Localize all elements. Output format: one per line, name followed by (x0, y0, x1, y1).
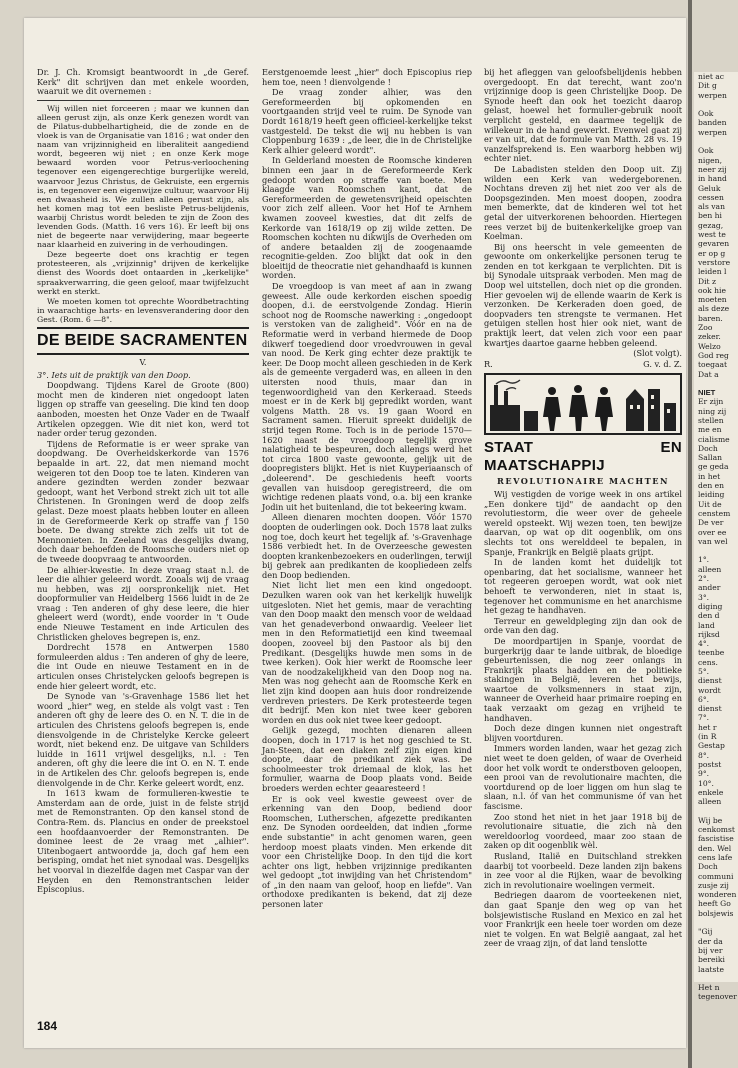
body-paragraph: Dordrecht 1578 en Antwerpen 1580 formuleerden aldus : Ten anderen of ghy de leere, die int Oude en nieuwe Testament en in de articulen onses Christelycken geloofs begrepen is ende hier geleert wordt, etc. (37, 642, 249, 691)
adjacent-text-fragment: 2°. (698, 574, 710, 584)
body-paragraph: Bedriegen daarom de voorteekenen niet, dan gaat Spanje den weg op van het bolsjewistische Rusland en Mexico en zal het voor Frankrijk een heele toer worden om deze niet te volgen. En wat België aangaat, zal het zeer de vraag zijn, of dat land tenslotte (484, 890, 682, 949)
adjacent-text-fragment: Sallan (698, 453, 723, 463)
section-title: 3°. Iets uit de praktijk van den Doop. (37, 369, 191, 380)
signature-line (484, 360, 682, 370)
adjacent-text-fragment: ning zij (698, 406, 727, 416)
adjacent-text-fragment: 4°. (698, 639, 710, 649)
body-paragraph: De vraag zonder alhier, was den Gereformeerden bij opkomenden en voortgaanden strijd veel te ruim. De Synode van Dordt 1618/19 heeft geen officieel-kerkelijke tekst vastgesteld. De tekst die wij nu hebben is van Cloppenburg 1639 : „de leer, die in de Christelijke Kerk alhier geleerd wordt". (262, 87, 472, 155)
body-paragraph: Immers worden landen, waar het gezag zich niet weet te doen gelden, of waar de Overheid door het volk wordt te onderstboven geloopen, een prooi van de revolutionaire machten, die voortdurend op de loer liggen om hun slag te slaan, n.l. óf van het communisme óf van het fascisme. (484, 743, 682, 811)
adjacent-text-fragment: zeker. (698, 332, 721, 342)
adjacent-text-fragment: censtem (698, 508, 731, 518)
body-paragraph: Alleen dienaren mochten doopen. Vóór 1570 doopten de ouderlingen ook. Doch 1578 laat zulks nog toe, doch keurt het tegelijk af. 's-Gravenhage 1586 verbiedt het. In de Overzeesche gewesten doopten krankenbezoekers en ouderlingen, terwijl bij gebrek aan predikanten de koopliedeen zelfs den Doop bedienden. (262, 512, 472, 580)
quote-paragraph: Wij willen niet forceeren ; maar we kunnen dan alleen gerust zijn, als onze Kerk genezen wordt van de Pilatus-dubbelhartigheid, die de zonde en de vloek is van de Organisatie van 1816 ; wat onder den naam van vrijzinnigheid en liberaliteit aangediend wordt, begeeren wij niet ; en onze Kerk moge bewaard worden voor Petrus-verloochening tegenover een eigengerechtige burgerlijke wereld, waarvoor Jezus Christus, de Gekruiste, een ergernis is, en tegenover een eigenwijze cultuur, waarvoor Hij een dwaasheid is. We zullen alleen gerust zijn, als het komen mag tot een besliste Petrus-belijdenis, waarbij Christus wordt beleden te zijn de Zoon des levenden Gods. (Matth. 16 vers 16). Er leeft bij ons niet de begeerte naar verwijdering, maar begeerte naar klaarheid en zuivering in de verhoudingen. (37, 103, 249, 250)
adjacent-text-fragment: zusje zij (698, 880, 729, 890)
adjacent-text-fragment: Doch (698, 443, 718, 453)
adjacent-text-fragment: gevaren (698, 239, 730, 249)
adjacent-text-fragment: postst (698, 759, 722, 769)
adjacent-text-fragment: 3°. (698, 592, 710, 602)
adjacent-text-fragment: den en (698, 481, 725, 491)
adjacent-text-fragment: land (698, 620, 715, 630)
adjacent-text-fragment (698, 379, 738, 388)
adjacent-text-fragment: Dit z (698, 276, 716, 286)
column-2 (262, 68, 472, 911)
adjacent-text-fragment: ander (698, 583, 721, 593)
signature-right: G. v. d. Z. (643, 358, 682, 369)
divider (37, 353, 249, 355)
adjacent-text-fragment: cenkomst (698, 825, 735, 835)
adjacent-text-fragment: over ee (698, 527, 727, 537)
adjacent-page-edge (694, 72, 738, 1002)
adjacent-text-fragment: van wel (698, 536, 728, 546)
adjacent-text-fragment: 6°. (698, 694, 710, 704)
adjacent-text-fragment: heeft Go (698, 899, 731, 909)
body-paragraph: De alhier-kwestie. In deze vraag staat n.l. de leer die alhier geleerd wordt. Zooals wij de vraag nu hebben, was zij oorspronkelijk niet. Het doopformulier van Heidelberg 1566 luidt in de 2e vraag : Ten anderen of ghy dese leere, die hier gheleert werd (wordt), ende voorder in 't Oude ende Nieuwe Testament en inde Articulen des Christlicken gheloves begrepen is, enz. (37, 564, 249, 642)
adjacent-text-fragment: 5°. (698, 667, 710, 676)
adjacent-text-fragment: toegaat (698, 360, 728, 370)
adjacent-text-fragment: wordt (698, 685, 721, 695)
adjacent-text-fragment: niet ac (698, 72, 725, 81)
adjacent-text-fragment: NIET (698, 388, 716, 398)
adjacent-text-fragment: ben hi (698, 211, 722, 221)
adjacent-text-fragment: diging (698, 601, 723, 611)
body-paragraph: In 1613 kwam de formulieren-kwestie te Amsterdam aan de orde, juist in de felste strijd met de Remonstranten. Op den kansel stond de Contra-Rem. ds. Plancius en onder de preekstoel een hoofdaanvoerder der Remonstranten. De dominee leest de 2e vraag met „alhier". Uitenbogaert antwoordde ja, doch gaf hem een berisping, omdat het niet synodaal was. Desgelijks het voorval in diezelfde dagen met Caspar van der Heyden en den Remonstrantschen leider Episcopius. (37, 788, 249, 895)
adjacent-text-fragment (698, 100, 738, 109)
adjacent-text-fragment: God reg (698, 350, 729, 360)
column-1 (37, 68, 249, 896)
body-paragraph: Doopdwang. Tijdens Karel de Groote (800) mocht men de kinderen niet ongedoopt laten liggen op straffe van geeseling. Die kind ten doop aanboden, moesten het Onze Vader en de Twaalf Artikelen opzeggen. Wie dit niet kon, werd tot nader order terug gezonden. (37, 380, 249, 439)
adjacent-text-fragment: Wij be (698, 815, 723, 825)
adjacent-text-fragment: dienst (698, 676, 722, 686)
adjacent-text-fragment: alleen (698, 564, 722, 574)
body-paragraph: Er is ook veel kwestie geweest over de erkenning van den Doop, bediend door Roomschen, Lutherschen, afgezette predikanten enz. De Synoden oordeelden, dat indien „forme ende substantie" in acht genomen waren, geen herdoop moest plaats vinden. Men erkende dit voor een Christelijke Doop. In den tijd die kort achter ons ligt, hebben vrijzinnige predikanten wel gedoopt „tot inwijding van het Christendom" of „in den naam van geloof, hoop en liefde". Van orthodoxe predikanten is bekend, dat zij deze personen later (262, 793, 472, 910)
adjacent-text-fragment: verstore (698, 257, 731, 267)
workers-figures (543, 385, 613, 431)
adjacent-text-fragment: werpen (698, 90, 727, 100)
adjacent-page-text (694, 72, 738, 1002)
body-paragraph: De vroegdoop is van meet af aan in zwang geweest. Alle oude kerkorden eischen spoedig doopen, d.i. de eerstvolgende Zondag. Hierin schoot nog de Roomsche nawerking : „ongedoopt is verstoken van de zaligheid". Vóór en na de Reformatie werd in verband hiermede de Doop dikwerf toegediend door vroedvrouwen in geval van nood. De Kerk ging echter deze praktijk te keer. De Doop mocht alleen geschieden in de Kerk als de gemeente vergaderd was, en alleen in den uitersten nood thuis, maar dan in tegenwoordigheid van den Kerkeraad. Steeds moest er in de Kerk bij gepredikt worden, want volgens Matth. 28 vs. 19 gaan Woord en Sacrament samen. Hieruit spreekt duidelijk de strijd tegen Rome. Toch is in de periode 1570—1620 naast de vroegdoop tegelijk grove nalatigheid te bespeuren, doch allengs werd het tot circa 1800 vaste gewoonte, gelijk uit de doopregisters blijkt. Het is niet Kuyperiaansch of „doleerend". De geschiedenis heeft voorts gevallen van huisdoop geregistreerd, die om wichtige redenen plaats vond, o.a. bij een kranke Jodin uit het buitenland, die tot bekeering kwam. (262, 281, 472, 512)
body-paragraph: De Synode van 's-Gravenhage 1586 liet het woord „hier" weg, en stelde als volgt vast : Ten anderen oft ghy de leere des O. en N. T. die in de articulen des Christens geloofs begrepen is, ende diensvolgende in de Christelyke Kercke geleert wordt, niet bekend enz. De uitgave van Schilders luidde in 1611 vrijwel desgelijks, n.l. : Ten anderen, oft ghy die leere die int O. en N. T. ende in de Artikelen des Chr. geloofs begrepen is, ende dienvolgende in de Chr. Kerke geleert wordt, enz. (37, 691, 249, 788)
signature-left: R. (484, 358, 493, 369)
adjacent-text-fragment: De ver (698, 518, 724, 528)
body-paragraph: De moordpartijen in Spanje, voordat de burgerkrijg daar te lande uitbrak, de bloedige gebeurtenissen, die nog zeer onlangs in Frankrijk plaats hadden en de politieke stakingen in België, leveren het bewijs, waartoe de volksmenners in staat zijn, wanneer de Overheid haar primaire roeping en taak verzaakt om gezag en vrijheid te handhaven. (484, 635, 682, 723)
body-paragraph: Doch deze dingen kunnen niet ongestraft blijven voortduren. (484, 723, 682, 743)
adjacent-text-fragment: Ook (698, 146, 714, 156)
body-paragraph: Eerstgenoemde leest „hier" doch Episcopius riep hem toe, neen ! dienvolgende ! (262, 67, 472, 87)
adjacent-text-fragment: Dat a (698, 369, 719, 379)
adjacent-text-fragment: als van (698, 202, 725, 212)
body-paragraph: Terreur en geweldpleging zijn dan ook de orde van den dag. (484, 615, 682, 636)
adjacent-text-fragment: 9°. (698, 769, 710, 779)
adjacent-text-fragment: bij ver (698, 945, 723, 955)
adjacent-text-fragment: Er zijn (698, 397, 724, 407)
adjacent-text-fragment: in hand (698, 174, 727, 184)
body-paragraph: Gelijk gezegd, mochten dienaren alleen doopen, doch in 1717 is het nog geschied te St. Jan-Steen, dat een diaken zelf zijn eigen kind doopte, daar de predikant ziek was. De schoolmeester trok driemaal de klok, las het formulier, waarna de Doop plaats vond. Beide broeders werden echter geaaresteerd ! (262, 725, 472, 793)
quote-paragraph: Deze begeerte doet ons krachtig er tegen protesteeren, als „vrijzinnig" drijven de kerkelijke dienst des Woords doet ontaarden in „kerkelijke" spraakverwarring, die geen geloof, maar twijfelzucht werkt en sterkt. (37, 250, 249, 296)
body-paragraph: Tijdens de Reformatie is er weer sprake van doopdwang. De Overheidskerkorde van 1576 bepaalde in art. 22, dat men niemand mocht weigeren tot den Doop toe te laten. Kinderen van andere gezindten werden zonder bezwaar gedoopt, want het Verbond strekt zich uit tot alle Christenen. In Groningen werd de doop zelfs gelast. Deze moest plaats hebben louter en alleen in de Gereformeerde Kerk op straffe van ƒ 150 boete. De dwang strekte zich zelfs uit tot de Mennonieten. In Zeeland was desgelijks dwang, doch daar behoefden de Roomsche ouders niet op de tweede doopvraag te antwoorden. (37, 438, 249, 564)
adjacent-text-fragment: cens lafe (698, 852, 733, 862)
adjacent-text-fragment: werpen (698, 127, 727, 137)
page-number: 184 (37, 1019, 58, 1033)
body-paragraph: In Gelderland moesten de Roomsche kinderen binnen een jaar in de Gereformeerde Kerk gedoopt worden op straffe van boete. Men klaagde van Roomschen kant, dat de Gereformeerden de gewetensvrijheid opeischten voor zich zelf alleen. Voor het Hof te Arnhem kwamen zooveel kwesties, dat dit zelfs de Kerkorde van 1618/19 op zij wilde zetten. De Roomschen kochten nu dikwijls de Overheden om of andere betaalden zij de zoogenaamde recognitie-gelden. Zoo blijkt dat ook in den bloeitijd de theocratie niet gehandhaafd is kunnen worden. (262, 155, 472, 281)
adjacent-text-fragment: rijksd (698, 629, 720, 639)
article-subheading: REVOLUTIONAIRE MACHTEN (497, 476, 669, 487)
column-3 (484, 68, 682, 950)
adjacent-text-fragment: baren. (698, 313, 723, 323)
adjacent-text-fragment: er op g (698, 248, 726, 258)
divider (37, 100, 249, 101)
adjacent-text-fragment: Zoo (698, 323, 713, 333)
adjacent-text-fragment: fascistise (698, 834, 734, 844)
article-heading: DE BEIDE SACRAMENTEN (37, 332, 248, 350)
adjacent-text-fragment (698, 806, 738, 815)
roman-numeral: V. (139, 358, 147, 368)
adjacent-text-fragment: cessen (698, 192, 724, 202)
industry-illustration (486, 375, 680, 433)
adjacent-text-fragment: Geluk (698, 183, 721, 193)
quote-paragraph: We moeten komen tot oprechte Woordbetrachting in waarachtige harts- en levensverandering door den Gest. (Rom. 6 —8". (37, 296, 249, 324)
adjacent-text-fragment: Uit de (698, 499, 722, 509)
adjacent-text-fragment: bolsjewis (698, 908, 734, 918)
adjacent-text-fragment: Doch (698, 862, 718, 872)
adjacent-text-fragment: stellen (698, 415, 724, 425)
adjacent-text-fragment: Gestap (698, 741, 725, 751)
adjacent-text-fragment: (in R (698, 732, 717, 742)
adjacent-text-fragment: nigen, (698, 155, 722, 165)
adjacent-text-fragment: wonderen (698, 890, 737, 900)
adjacent-text-fragment: ge geda (698, 462, 729, 472)
adjacent-text-fragment: in het (698, 471, 721, 481)
body-paragraph: Zoo stond het niet in het jaar 1918 bij de revolutionaire situatie, die zich nà den wereldoorlog voordeed, maar zoo staan de zaken op dit oogenblik wèl. (484, 811, 682, 851)
adjacent-text-fragment: Het n (698, 983, 720, 993)
adjacent-text-fragment (698, 974, 738, 983)
adjacent-text-fragment: 7°. (698, 713, 710, 723)
adjacent-text-fragment: enkele (698, 787, 724, 797)
adjacent-text-fragment: den. Wel (698, 843, 732, 853)
adjacent-text-fragment: Ook (698, 109, 714, 119)
adjacent-text-fragment: west te (698, 230, 726, 240)
adjacent-text-fragment: cens. (698, 657, 718, 667)
adjacent-text-fragment: gezag, (698, 220, 724, 230)
intro-paragraph: Dr. J. Ch. Kromsigt beantwoordt in „de Geref. Kerk" dit schrijven dan met enkele woorden, waaruit we dit overnemen : (37, 67, 249, 97)
adjacent-text-fragment: me en (698, 425, 722, 435)
adjacent-text-fragment: 1°. (698, 555, 710, 565)
divider (37, 327, 249, 329)
adjacent-text-fragment: als deze (698, 304, 730, 314)
body-paragraph: bij het afleggen van geloofsbelijdenis hebben overgedoopt. En dat terecht, want zoo'n vrijzinnige doop is geen Christelijke Doop. De Synode heeft dan ook het toezicht daarop gelast, hoewel het formulier-gebruik nooit verplicht gesteld, en daarmee tegelijk de willekeur in de hand gewerkt. Evenwel gaat zij er van uit, dat de formule van Matth. 28 vs. 19 vanzelfsprekend is. Een waarborg hebben wij echter niet. (484, 67, 682, 164)
adjacent-text-fragment: het r (698, 722, 717, 732)
adjacent-text-fragment (698, 546, 738, 555)
adjacent-text-fragment: den d (698, 611, 720, 621)
body-paragraph: Wij vestigden de vorige week in ons artikel „Een donkere tijd" de aandacht op den revolutiestorm, die weer over de geheele wereld opsteekt. Wij wezen toen, ten bewijze daarvan, op wat op dit oogenblik, om ons slechts tot ons werelddeel te bepalen, in Spanje, Frankrijk en België plaats grijpt. (484, 489, 682, 557)
adjacent-text-fragment: "Gij (698, 927, 713, 937)
section-heading: STAAT EN MAATSCHAPPIJ (484, 439, 682, 475)
adjacent-text-fragment: Dit g (698, 81, 717, 91)
page-spine (688, 0, 692, 1068)
body-paragraph: In de landen komt het duidelijk tot openbaring, dat het socialisme, wanneer het tot regeeren geroepen wordt, wat ook niet behoeft te verwonderen, niet in staat is, tegenover het communisme en het anarchisme het gezag te handhaven. (484, 557, 682, 616)
continued-note: (Slot volgt). (633, 348, 682, 359)
adjacent-text-fragment: leiden l (698, 267, 727, 277)
adjacent-text-fragment: 10°. (698, 778, 714, 788)
adjacent-text-fragment: moeten (698, 295, 727, 305)
adjacent-text-fragment: der da (698, 936, 723, 946)
adjacent-text-fragment: neer zij (698, 164, 727, 174)
adjacent-text-fragment: leiding (698, 490, 725, 500)
adjacent-text-fragment: ook hie (698, 285, 726, 295)
adjacent-text-fragment: cialisme (698, 434, 730, 444)
adjacent-text-fragment: laatste (698, 964, 724, 974)
adjacent-text-fragment: tegenover (698, 992, 737, 1002)
body-paragraph: Niet licht liet men een kind ongedoopt. Dezulken waren ook van het kerkelijk huwelijk uitgesloten. Niet het gemis, maar de verachting van den Doop maakt den mensch voor de weldaad van het genadeverbond onwaardig. Veeleer liet men in den Reformatietijd een kind tweemaal doopen, zooveel bij den Pastoor als bij den Predikant. (Desgelijks huwde men soms in de twee kerken). Ook hier werkt de Roomsche leer van de noodzakelijkheid van den Doop nog na. Men was nog gehecht aan de Roomsche Kerk en liet zijn kind doopen aan huis door rondreizende verdreven priesters. De Kerk protesteerde tegen dit bedrijf. Men kon niet twee keer geboren worden en dus ook niet twee keer gedoopt. (262, 580, 472, 725)
body-paragraph: De Labadisten stelden den Doop uit. Zij wilden een Kerk van wedergeborenen. Nochtans dreven zij het niet zoo ver als de Doopsgezinden. Men moest doopen, zoodra men bemerkte, dat de kinderen wel tot het getal der uitverkorenen behoorden. Hiertegen rees verzet bij de buitenkerkelijke groep van Koelman. (484, 163, 682, 242)
adjacent-text-fragment: bereiki (698, 955, 725, 965)
adjacent-text-fragment: banden (698, 118, 727, 128)
adjacent-text-fragment: communi (698, 871, 734, 881)
adjacent-text-fragment: 8°. (698, 750, 710, 760)
adjacent-text-fragment: teenbe (698, 648, 725, 658)
section-banner-illustration (484, 373, 682, 435)
body-paragraph: Rusland, Italië en Duitschland strekken daarbij tot voorbeeld. Deze landen zijn bakens in zee voor al die Rijken, waar de bevolking zich in revolutionaire woelingen vermeit. (484, 850, 682, 890)
adjacent-text-fragment: alleen (698, 797, 722, 807)
body-paragraph: Bij ons heerscht in vele gemeenten de gewoonte om onkerkelijke personen terug te zenden en tot kerkgaan te verplichten. Dit is bij Synodale uitspraak verboden. Men mag de Doop wel uitstellen, doch niet op die gronden. Hier gevoelen wij de ellende waarin de Kerk is verzonken. De Kerkeraden doen goed, de doopvaders ten strengste te vermanen. Het getuigen stellen host hier ook niet, want de praktijk leert, dat velen zich voor een paar kwartjes daartoe gaarne hebben geleend. (484, 241, 682, 348)
adjacent-text-fragment (698, 137, 738, 146)
adjacent-text-fragment: Welzo (698, 341, 721, 351)
adjacent-text-fragment: dienst (698, 704, 722, 714)
adjacent-text-fragment (698, 918, 738, 927)
